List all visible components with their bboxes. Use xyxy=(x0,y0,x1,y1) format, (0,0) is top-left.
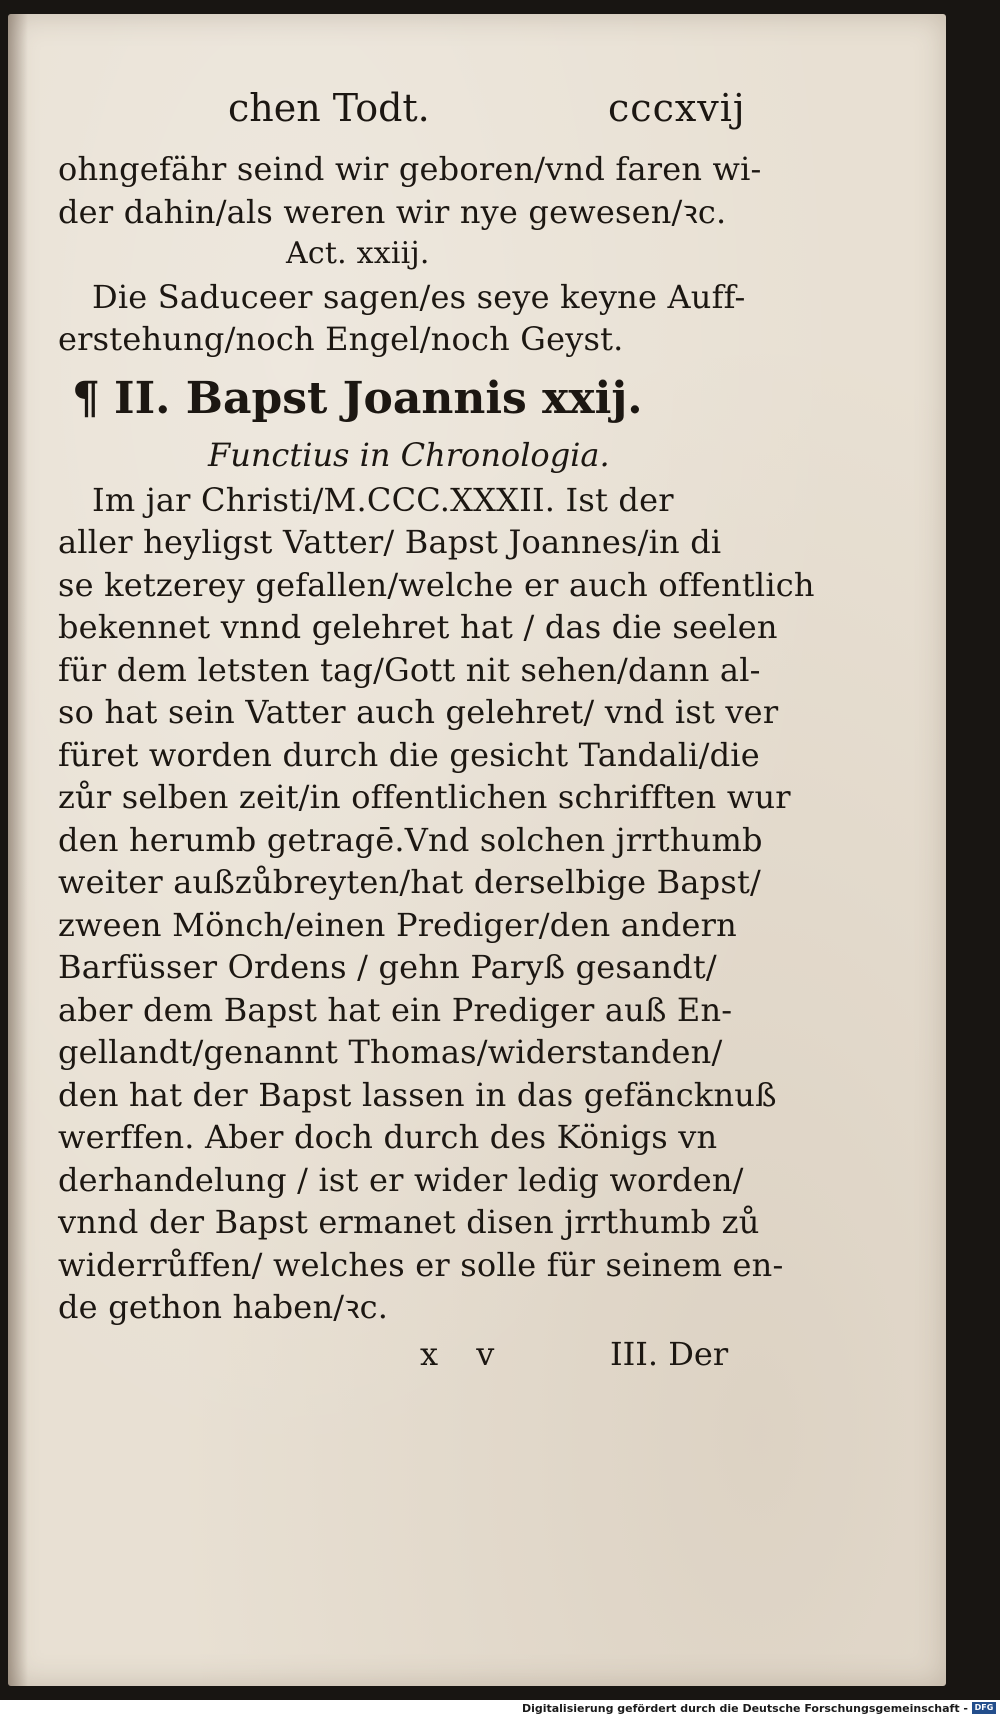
text-line: zůr selben zeit/in offentlichen schrifften wur xyxy=(58,778,791,816)
catchline xyxy=(58,1329,778,1379)
saducees-paragraph xyxy=(58,276,778,361)
catchword: III. Der xyxy=(610,1334,729,1373)
text-line: bekennet vnnd gelehret hat / das die seelen xyxy=(58,608,778,646)
text-line: ohngefähr seind wir geboren/vnd faren wi- xyxy=(58,150,762,188)
intro-paragraph xyxy=(58,148,778,233)
text-line: Die Saduceer sagen/es seye keyne Auff- xyxy=(92,277,746,316)
text-line: vnnd der Bapst ermanet disen jrrthumb zů xyxy=(58,1203,760,1241)
text-line: Barfüsser Ordens / gehn Paryß gesandt/ xyxy=(58,948,717,986)
book-page xyxy=(8,14,946,1686)
text-line: werffen. Aber doch durch des Königs vn xyxy=(58,1118,718,1156)
signature-mark: x v xyxy=(420,1334,509,1373)
dfg-logo: DFG xyxy=(972,1702,996,1714)
text-line: für dem letsten tag/Gott nit sehen/dann al- xyxy=(58,650,761,689)
folio-number: cccxvij xyxy=(608,86,746,130)
text-line: widerrůffen/ welches er solle für seinem en- xyxy=(58,1245,784,1284)
gutter-shadow xyxy=(8,14,28,1686)
text-line: der dahin/als weren wir nye gewesen/ꝛc. xyxy=(58,192,727,231)
text-line: aber dem Bapst hat ein Prediger auß En- xyxy=(58,990,733,1029)
text-line: de gethon haben/ꝛc. xyxy=(58,1288,389,1326)
source-subheading: Functius in Chronologia. xyxy=(208,435,610,474)
page-text-block xyxy=(58,78,815,1379)
pilcrow-mark: ¶ xyxy=(72,372,100,424)
funding-credit: Digitalisierung gefördert durch die Deutsche Forschungsgemeinschaft - xyxy=(521,1702,968,1715)
text-line: den herumb getragē.Vnd solchen jrrthumb xyxy=(58,820,763,859)
section-heading xyxy=(58,367,778,431)
text-line: erstehung/noch Engel/noch Geyst. xyxy=(58,320,624,358)
text-line: den hat der Bapst lassen in das gefäncknuß xyxy=(58,1075,777,1114)
body-paragraph xyxy=(58,479,815,1329)
text-line: Im jar Christi/M.CCC.XXXII. Ist der xyxy=(92,480,674,519)
running-head-title: chen Todt. xyxy=(228,86,430,130)
text-line: zween Mönch/einen Prediger/den andern xyxy=(58,905,737,944)
text-line: füret worden durch die gesicht Tandali/die xyxy=(58,735,760,774)
text-line: so hat sein Vatter auch gelehret/ vnd ist ver xyxy=(58,693,779,731)
text-line: derhandelung / ist er wider ledig worden/ xyxy=(58,1160,744,1199)
text-line: aller heyligst Vatter/ Bapst Joannes/in di xyxy=(58,523,722,561)
text-line: weiter außzůbreyten/hat derselbige Bapst/ xyxy=(58,863,762,901)
section-heading-text: II. Bapst Joannis xxij. xyxy=(114,372,643,424)
running-head xyxy=(58,78,778,138)
text-line: gellandt/genannt Thomas/widerstanden/ xyxy=(58,1033,723,1071)
text-line: se ketzerey gefallen/welche er auch offentlich xyxy=(58,565,815,604)
scripture-reference: Act. xxiij. xyxy=(286,236,430,271)
